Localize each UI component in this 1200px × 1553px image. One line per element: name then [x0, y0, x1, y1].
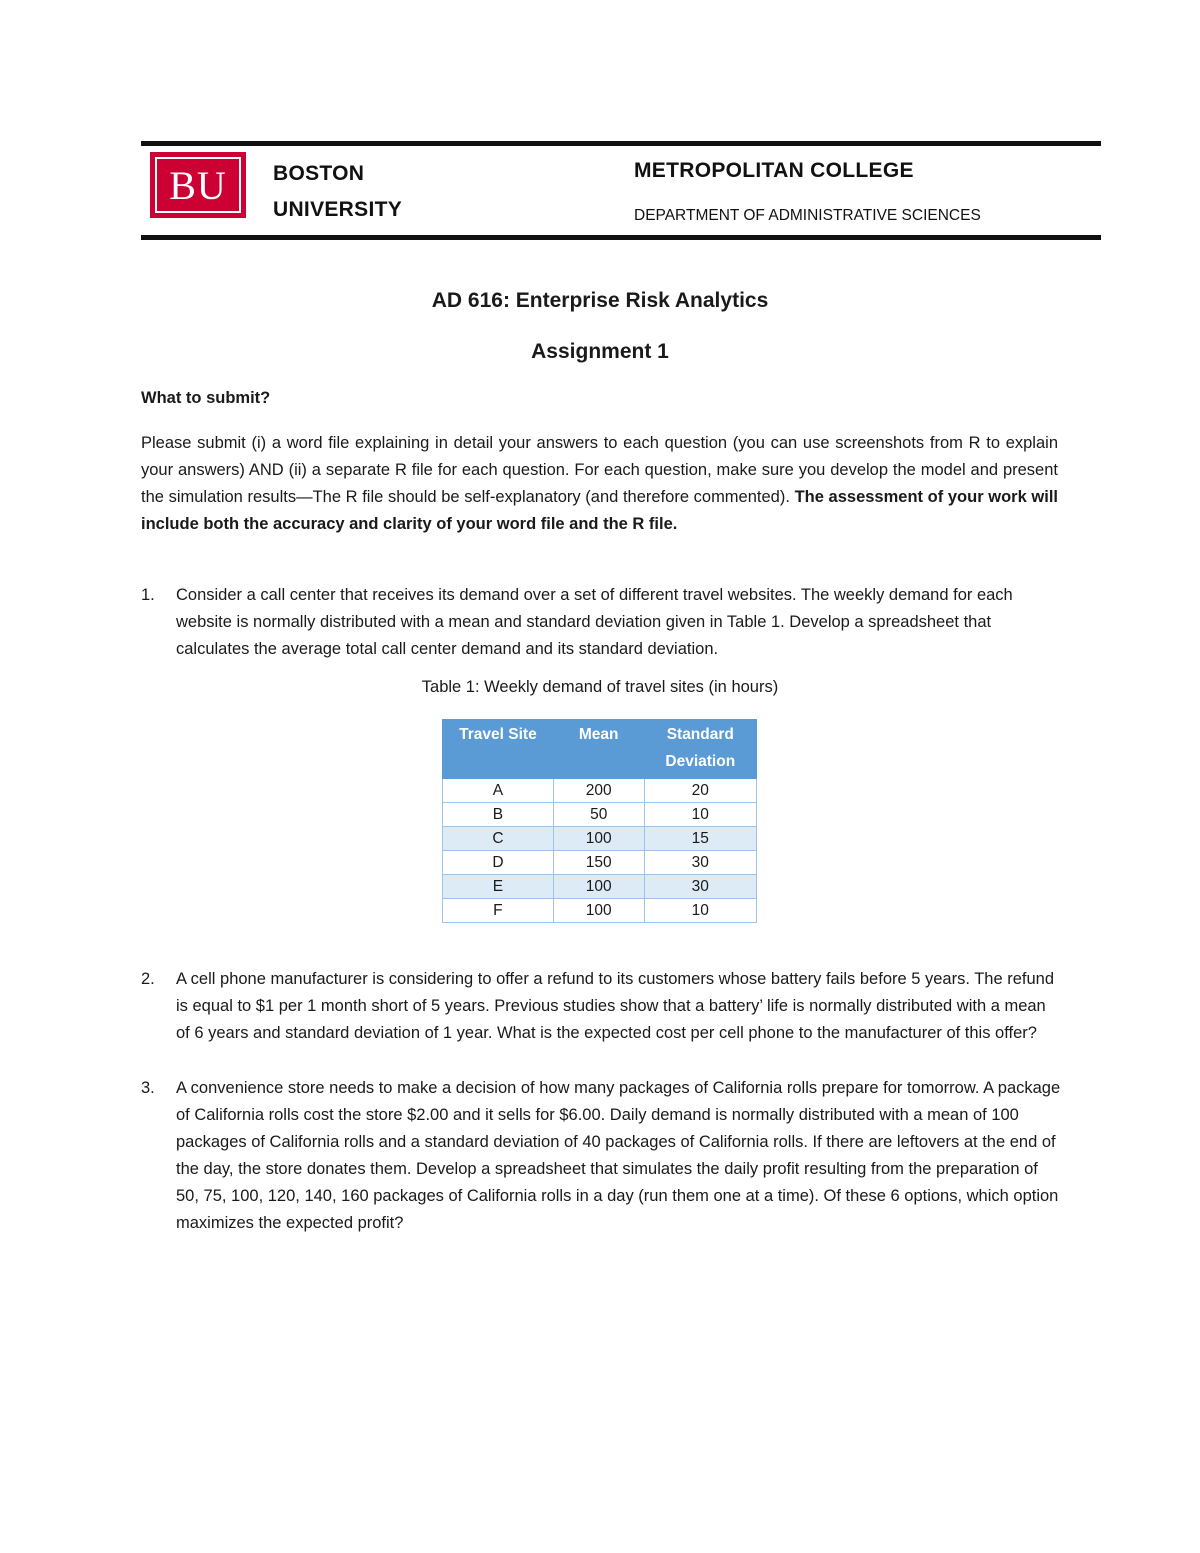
- mean-cell: 100: [553, 899, 644, 923]
- site-cell: D: [443, 851, 554, 875]
- mean-cell: 50: [553, 803, 644, 827]
- site-cell: B: [443, 803, 554, 827]
- table-row: [443, 899, 757, 923]
- sd-cell: 30: [644, 875, 756, 899]
- mean-cell: 150: [553, 851, 644, 875]
- submit-instructions: [141, 430, 1058, 538]
- course-title: AD 616: Enterprise Risk Analytics: [431, 289, 769, 312]
- submit-bold-text: The assessment of your work will include both the accuracy and clarity of your word file and the R file.: [141, 488, 1059, 533]
- sd-cell: 20: [644, 778, 756, 803]
- table-row: [443, 803, 757, 827]
- bu-logo: [150, 152, 246, 218]
- sd-cell: 15: [644, 827, 756, 851]
- question-text: A convenience store needs to make a decision of how many packages of California rolls prepare for tomorrow. A package of California rolls cost the store $2.00 and it sells for $6.00. Daily demand is normally distributed with a mean of 100 packages of California rolls and a standard deviation of 40 packages of California rolls. If there are leftovers at the end of the day, the store donates them. Develop a spreadsheet that simulates the daily profit resulting from the preparation of 50, 75, 100, 120, 140, 160 packages of California rolls in a day (run them one at a time). Of these 6 options, which option maximizes the expected profit?: [176, 1079, 1061, 1232]
- mean-cell: 100: [553, 875, 644, 899]
- table-row: [443, 827, 757, 851]
- header-travel-site: Travel Site: [443, 719, 554, 778]
- question-number: 3.: [141, 1079, 155, 1097]
- question-text: Consider a call center that receives its demand over a set of different travel websites. The weekly demand for each website is normally distributed with a mean and standard deviation given in Table 1. Develop a spreadsheet that calculates the average total call center demand and its standard deviation.: [176, 586, 1013, 658]
- site-cell: C: [443, 827, 554, 851]
- logo-text: BU: [169, 163, 227, 208]
- university-name-line2: UNIVERSITY: [273, 198, 403, 221]
- university-name-line1: BOSTON: [273, 162, 365, 185]
- table-row: [443, 778, 757, 803]
- question-text: A cell phone manufacturer is considering to offer a refund to its customers whose battery fails before 5 years. The refund is equal to $1 per 1 month short of 5 years. Previous studies show that a battery’ life is normally distributed with a mean of 6 years and standard deviation of 1 year. What is the expected cost per cell phone to the manufacturer of this offer?: [176, 970, 1055, 1042]
- site-cell: E: [443, 875, 554, 899]
- header-bottom-rule: [141, 235, 1101, 240]
- mean-cell: 200: [553, 778, 644, 803]
- assignment-title: Assignment 1: [531, 340, 669, 363]
- demand-table: [442, 719, 757, 923]
- header-mean: Mean: [553, 719, 644, 778]
- table-row: [443, 851, 757, 875]
- sd-cell: 30: [644, 851, 756, 875]
- mean-cell: 100: [553, 827, 644, 851]
- sd-cell: 10: [644, 899, 756, 923]
- college-name: METROPOLITAN COLLEGE: [634, 159, 914, 182]
- submit-text: Please submit (i) a word file explaining in detail your answers to each question (you can use screenshots from R to explain your answers) AND (ii) a separate R file for each question. For each question, make sure you develop the model and present the simulation results—The R file should be self-explanatory (and therefore commented).: [141, 434, 1058, 506]
- header-top-rule: [141, 141, 1101, 146]
- site-cell: A: [443, 778, 554, 803]
- question-number: 1.: [141, 586, 155, 604]
- table-caption: Table 1: Weekly demand of travel sites (in hours): [421, 678, 779, 696]
- table-header-row: [443, 719, 757, 778]
- site-cell: F: [443, 899, 554, 923]
- sd-cell: 10: [644, 803, 756, 827]
- table-row: [443, 875, 757, 899]
- header-standard-deviation: Standard Deviation: [644, 719, 756, 778]
- department-name: DEPARTMENT OF ADMINISTRATIVE SCIENCES: [634, 207, 981, 224]
- question-number: 2.: [141, 970, 155, 988]
- submit-heading: What to submit?: [141, 389, 271, 407]
